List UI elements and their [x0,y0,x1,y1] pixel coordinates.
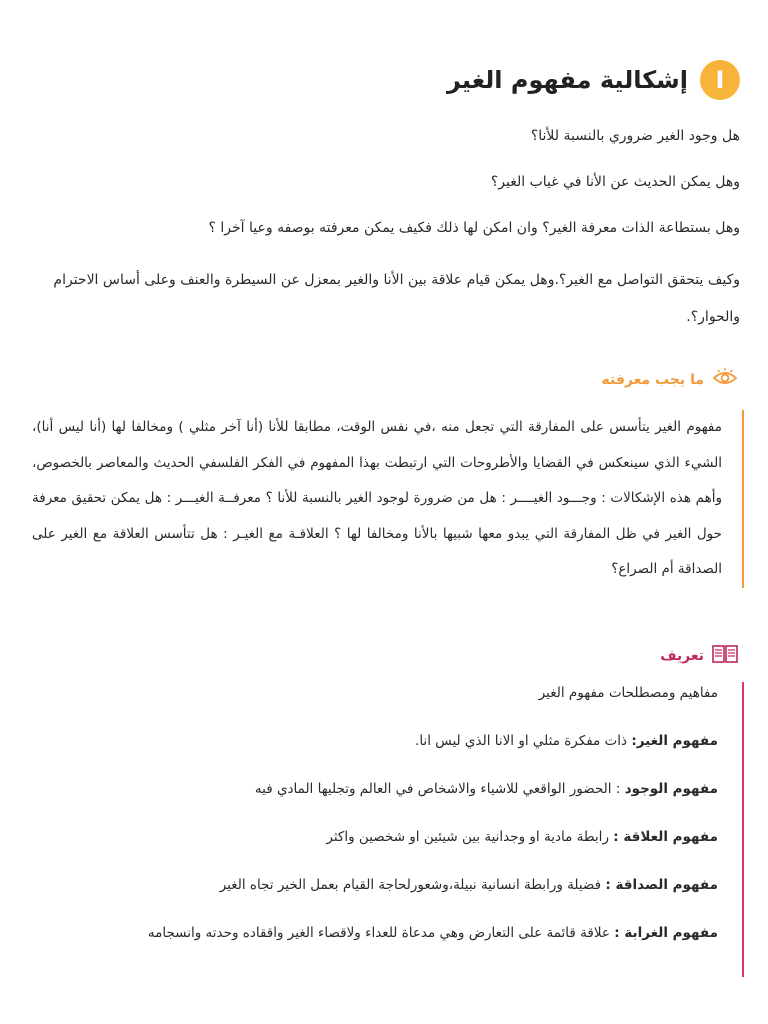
eye-icon [712,368,738,392]
know-section-heading [602,368,739,392]
questions-list [28,124,740,336]
definition-intro: مفاهيم ومصطلحات مفهوم الغير [538,685,718,701]
definition-item [58,922,718,944]
question-2: وهل يمكن الحديث عن الأنا في غياب الغير؟ [490,174,740,190]
definition-desc: فضيلة ورابطة انسانية نبيلة،وشعورلحاجة القيام بعمل الخير تجاه الغير [219,877,606,893]
definition-term: مفهوم العلاقة : [613,829,718,845]
definition-term: مفهوم الوجود [624,781,718,797]
definition-desc: : الحضور الواقعي للاشياء والاشخاص في العالم وتجليها المادي فيه [254,781,625,797]
definition-section-body [58,682,744,977]
definition-term: مفهوم الغرابة : [614,925,718,941]
section-header [447,56,740,104]
definition-desc: علاقة قائمة على التعارض وهي مدعاة للعداء ولاقصاء الغير واققاده وحدته وانسجامه [147,925,615,941]
question-4: وكيف يتحقق التواصل مع الغير؟.وهل يمكن قيام علاقة بين الأنا والغير بمعزل عن السيطرة والعنف وعلى أساس الاحترام والحوار؟. [53,272,740,325]
definition-item [58,874,718,896]
definition-term: مفهوم الغير: [631,733,718,749]
definition-section-heading [660,644,738,668]
definition-desc: ذات مفكرة مثلي او الانا الذي ليس انا. [415,733,632,749]
definition-item [58,778,718,800]
section-number-badge: I [700,60,740,100]
know-section-label: ما يجب معرفته [601,372,704,388]
know-section-body: مفهوم الغير يتأسس على المفارقة التي تجعل منه ،في نفس الوقت، مطابقا للأنا (أنا آخر مثلي ) ومخالفا لها (أنا ليس أنا)، الشيء الذي سينعكس في القضايا والأطروحات التي ارتبطت بهذا المفهوم في الفكر الفلسفي الحديث والمعاصر بالخصوص، وأهم هذه الإشكالات : وجـــود الغيــــر : هل من ضرورة لوجود الغير بالنسبة للأنا ؟ معرفــة الغيـــر : هل يمكن تحقيق معرفة حول الغير في ظل المفارقة التي يبدو معها شبيها بالأنا ومخالفا لها ؟ العلاقـة مع الغيـر : هل تتأسس العلاقة مع الغير على الصداقة أم الصراع؟ [32,410,744,588]
definition-item [58,730,718,752]
question-1: هل وجود الغير ضروري بالنسبة للأنا؟ [530,128,740,144]
page-title: إشكالية مفهوم الغير [447,66,688,94]
question-3: وهل بستطاعة الذات معرفة الغير؟ وان امكن لها ذلك فكيف يمكن معرفته بوصفه وعيا آخرا ؟ [208,220,740,236]
book-icon [712,644,738,668]
definition-item [58,826,718,848]
definition-desc: رابطة مادية او وجدانية بين شيئين او شخصين واكثر [326,829,614,845]
definition-term: مفهوم الصداقة : [605,877,718,893]
definition-section-label: تعريف [660,648,704,664]
